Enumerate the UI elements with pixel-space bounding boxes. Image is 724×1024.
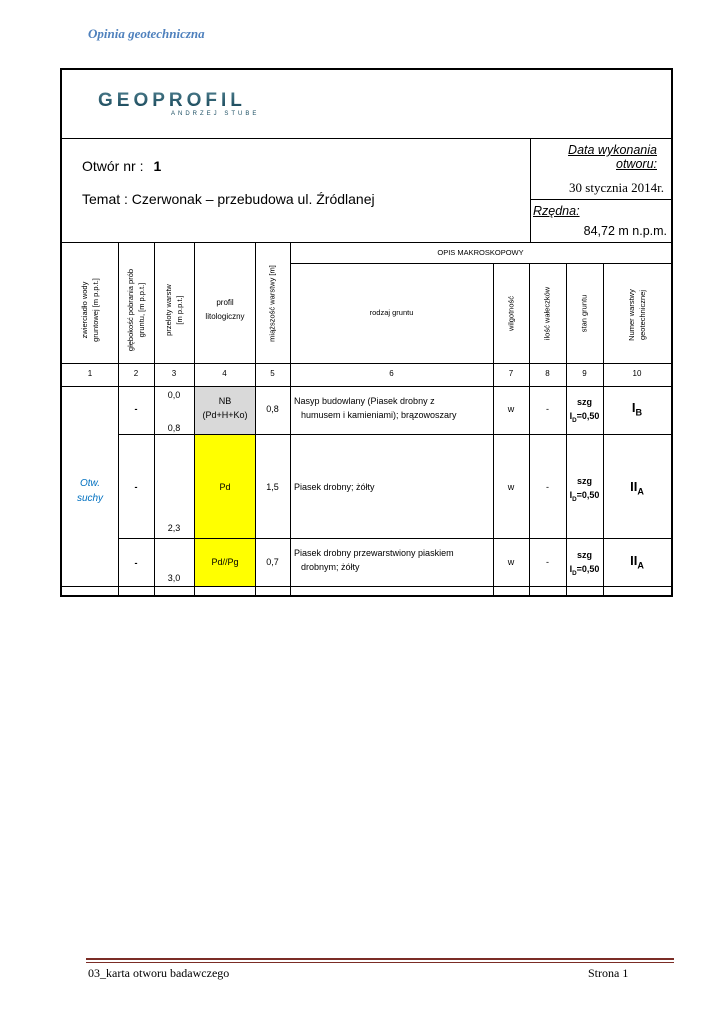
col-number: 8 xyxy=(545,369,550,378)
borehole-card xyxy=(60,68,673,597)
col-number: 2 xyxy=(133,369,139,378)
layer-number: $II_A$ xyxy=(630,553,644,571)
elevation-label: Rzędna: xyxy=(533,204,580,218)
header-soil-type: rodzaj gruntu xyxy=(369,308,414,317)
borehole-number xyxy=(82,158,161,174)
soil-description: Nasyp budowlany (Piasek drobny z humusem i kamieniami); brązowoszary xyxy=(294,396,457,420)
col-number: 3 xyxy=(171,369,177,378)
col-number: 7 xyxy=(508,369,514,378)
col-number: 6 xyxy=(389,369,394,378)
col-number: 4 xyxy=(222,369,227,378)
moisture: w xyxy=(507,557,515,567)
date-label xyxy=(530,143,657,171)
sample-depth: - xyxy=(134,404,138,414)
header-water-level: zwierciadło wody gruntowej [m p.p.t.] xyxy=(80,278,100,342)
soil-state: szg $I_D=0,50$ xyxy=(569,476,600,503)
thickness: 0,8 xyxy=(266,404,279,414)
header-rolls: ilość wałeczków xyxy=(542,286,552,341)
water-level-value: Otw. suchy xyxy=(76,478,104,504)
divider xyxy=(530,199,671,200)
depth-bottom: 2,3 xyxy=(167,523,181,533)
borehole-number-value: 1 xyxy=(153,158,162,174)
subject: Temat : Czerwonak – przebudowa ul. Źródlanej xyxy=(82,191,375,207)
roll-count: - xyxy=(546,404,549,414)
header-sample-depth: głębokość pobrania prób gruntu, [m p.p.t.] xyxy=(126,268,146,352)
elevation-value: 84,72 m n.p.m. xyxy=(583,224,667,238)
profile-label: NB (Pd+H+Ko) xyxy=(202,396,248,420)
borehole-number-label: Otwór nr : xyxy=(82,158,144,174)
date-label-line2: otworu: xyxy=(616,157,657,171)
logo-section xyxy=(62,70,671,139)
footer-divider xyxy=(86,962,674,963)
col-number: 5 xyxy=(270,369,275,378)
header-layer-depth: przeloty warstw [m p.p.t.] xyxy=(164,284,184,336)
footer-divider xyxy=(86,958,674,960)
depth-top: 0,0 xyxy=(167,390,181,400)
header-layer-number: Numer warstwy geotechnicznej xyxy=(627,289,647,341)
depth-bottom: 3,0 xyxy=(167,573,181,583)
date-value: 30 stycznia 2014r. xyxy=(569,180,664,195)
info-section xyxy=(62,138,671,243)
footer-document-name: 03_karta otworu badawczego xyxy=(88,966,230,980)
header-profile: profil litologiczny xyxy=(205,298,245,321)
info-left xyxy=(62,138,531,242)
logo-wordmark: GEOPROFIL xyxy=(98,90,246,111)
header-soil-state: stan gruntu xyxy=(579,294,589,333)
sample-depth: - xyxy=(134,482,138,492)
date-label-line1: Data wykonania xyxy=(568,143,657,157)
page-header-title: Opinia geotechniczna xyxy=(88,26,205,41)
col-number: 1 xyxy=(87,369,93,378)
profile-label: Pd xyxy=(219,482,231,492)
moisture: w xyxy=(507,404,515,414)
header-macroscopic: OPIS MAKROSKOPOWY xyxy=(437,248,524,257)
thickness: 0,7 xyxy=(266,557,279,567)
profile-label: Pd//Pg xyxy=(211,557,239,567)
col-number: 9 xyxy=(582,369,587,378)
layer-number: $II_A$ xyxy=(630,479,644,497)
header-thickness: miąższość warstwy [m] xyxy=(267,265,277,342)
logo-subtitle: ANDRZEJ STUBE xyxy=(171,111,260,117)
footer-page-number: Strona 1 xyxy=(588,966,629,980)
header-moisture: wilgotność xyxy=(506,295,516,332)
soil-state: szg $I_D=0,50$ xyxy=(569,397,600,424)
sample-depth: - xyxy=(134,558,138,568)
info-right xyxy=(530,138,671,242)
layer-number: $I_B$ xyxy=(631,400,643,418)
soil-description: Piasek drobny przewarstwiony piaskiem drobnym; żółty xyxy=(294,548,454,572)
roll-count: - xyxy=(546,557,549,567)
layer-table xyxy=(62,242,671,597)
moisture: w xyxy=(507,482,515,492)
depth-bottom: 0,8 xyxy=(167,423,181,433)
company-logo xyxy=(98,90,320,116)
roll-count: - xyxy=(546,482,549,492)
thickness: 1,5 xyxy=(266,482,279,492)
soil-state: szg $I_D=0,50$ xyxy=(569,550,600,577)
soil-description: Piasek drobny; żółty xyxy=(294,482,375,492)
col-number: 10 xyxy=(632,369,642,378)
